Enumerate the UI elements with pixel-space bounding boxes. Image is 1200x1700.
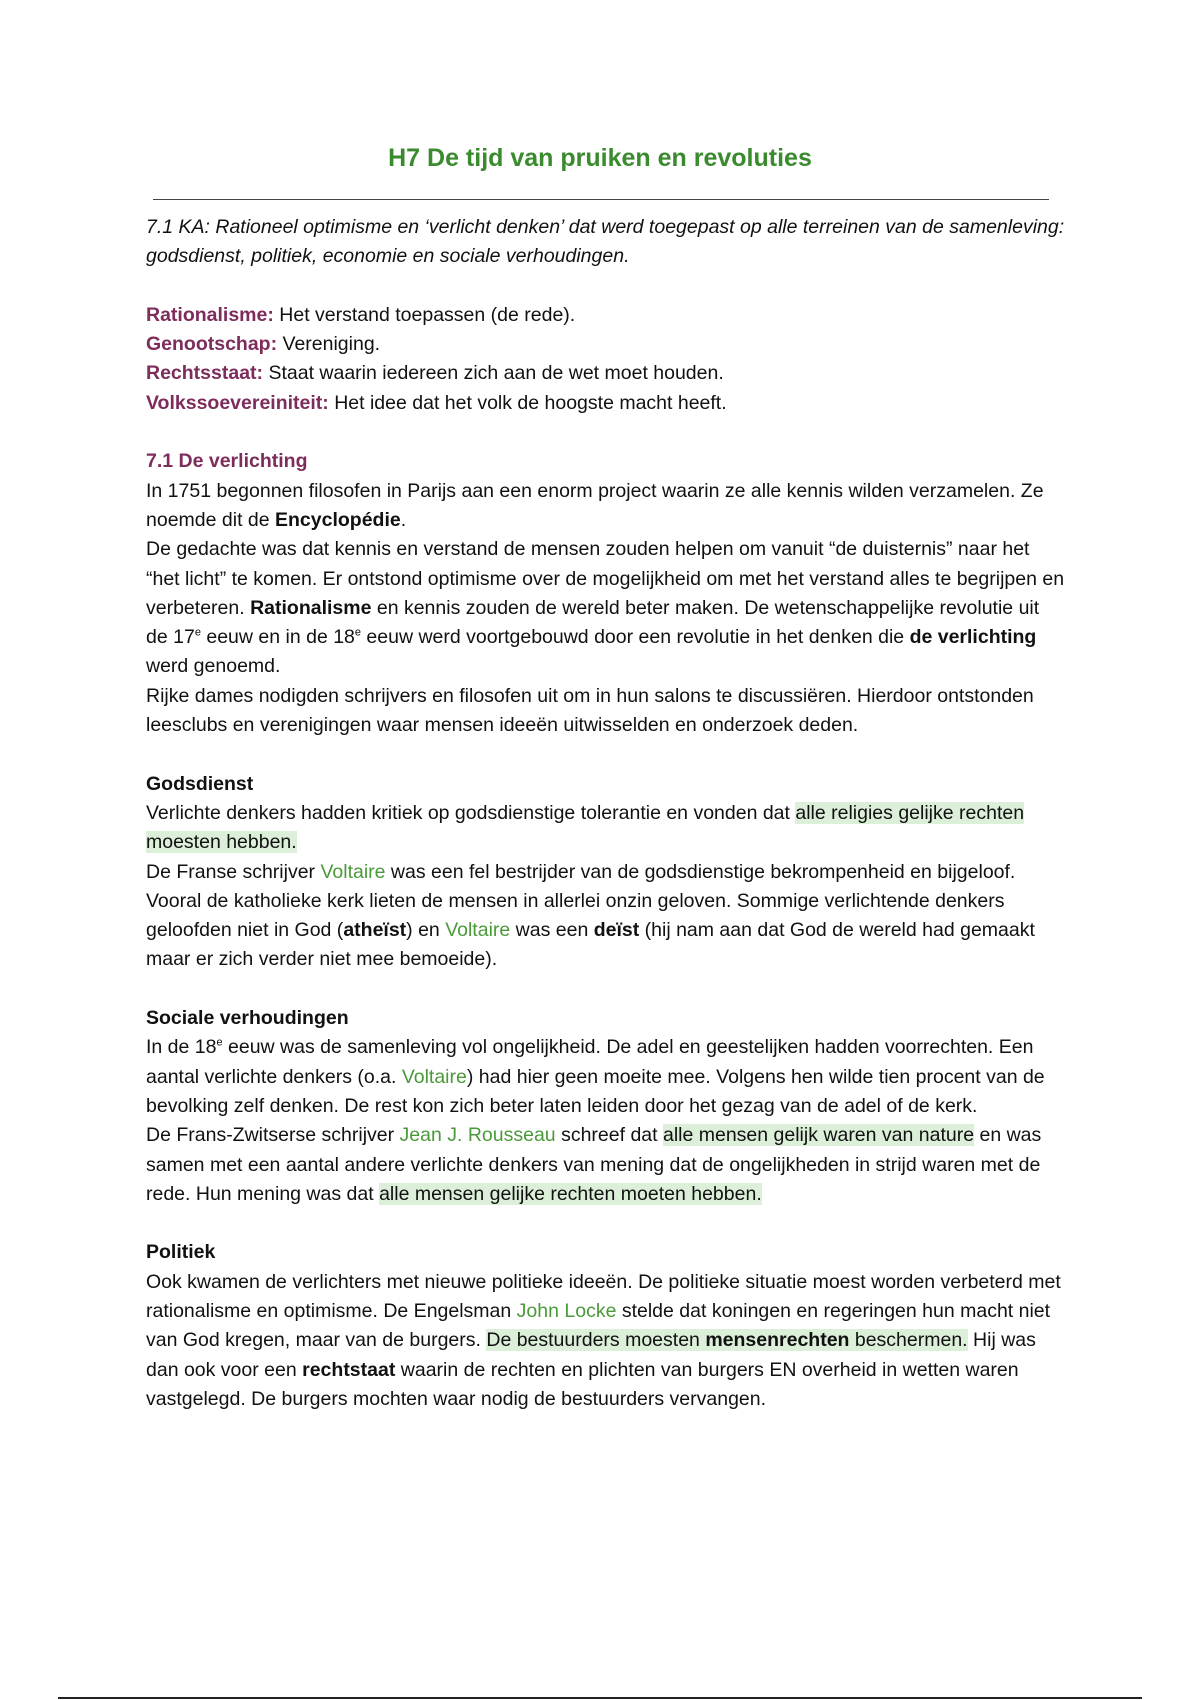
text-run: was een fel bestrijder van de godsdienstige bekrompenheid en bijgeloof. Vooral de katholieke kerk lieten de mensen in allerlei onzin geloven. Sommige verlichtende denkers geloofden niet in God ( — [146, 860, 1016, 942]
text-run: (hij nam aan dat God de wereld had gemaakt maar er zich verder niet mee bemoeide). — [146, 919, 1035, 971]
section-heading: Sociale verhoudingen — [146, 1007, 349, 1030]
term-definition: Vereniging. — [277, 333, 381, 356]
text-run: waarin de rechten en plichten van burgers EN overheid in wetten waren vastgelegd. De burgers mochten waar nodig de bestuurders vervangen. — [146, 1358, 1019, 1410]
paragraph — [146, 799, 1066, 858]
person-name: John Locke — [516, 1299, 617, 1322]
text-run: Ook kwamen de verlichters met nieuwe politieke ideeën. De politieke situatie moest worden verbeterd met rationalisme en optimisme. De Engelsman — [146, 1270, 1061, 1322]
section-godsdienst — [146, 770, 1066, 975]
bold-term: Rationalisme — [250, 596, 372, 619]
superscript: e — [354, 626, 362, 639]
highlighted-text: alle religies gelijke rechten moesten hebben. — [146, 801, 1025, 854]
superscript: e — [194, 626, 201, 639]
spacer — [146, 975, 1066, 1004]
term-item — [146, 301, 1066, 330]
text-run: In de 18 — [146, 1036, 217, 1059]
highlighted-text: alle mensen gelijke rechten moeten hebben. — [379, 1182, 762, 1205]
key-aspect-text: 7.1 KA: Rationeel optimisme en ‘verlicht denken’ dat werd toegepast op alle terreinen van de samenleving: godsdienst, politiek, economie en sociale verhoudingen. — [146, 216, 1065, 268]
text-run: stelde dat koningen en regeringen hun macht niet van God kregen, maar van de burgers. — [146, 1299, 1051, 1352]
text-run: In 1751 begonnen filosofen in Parijs aan een enorm project waarin ze alle kennis wilden verzamelen. Ze noemde dit de — [146, 479, 1044, 531]
text-run: en kennis zouden de wereld beter maken. De wetenschappelijke revolutie uit de 17 — [146, 596, 1040, 649]
section-heading: Godsdienst — [146, 772, 254, 795]
bold-term: de verlichting — [909, 626, 1037, 649]
text-run: eeuw werd voortgebouwd door een revolutie in het denken die — [361, 626, 910, 649]
term-list — [146, 301, 1066, 418]
section-verlichting — [146, 447, 1066, 740]
text-run: De Frans-Zwitserse schrijver — [146, 1124, 400, 1147]
page-footer-rule — [58, 1697, 1142, 1699]
text-run: ) had hier geen moeite mee. Volgens hen wilde tien procent van de bevolking zelf denken. De rest kon zich beter laten leiden door het gezag van de adel of de kerk. — [146, 1065, 1045, 1117]
term-item — [146, 359, 1066, 388]
text-run: eeuw was de samenleving vol ongelijkheid. De adel en geestelijken hadden voorrechten. Een aantal verlichte denkers (o.a. — [146, 1036, 1034, 1088]
term-label: Volkssoevereiniteit: — [146, 391, 329, 414]
paragraph — [146, 1121, 1066, 1209]
text-run: ) en — [406, 919, 446, 942]
spacer — [146, 1209, 1066, 1238]
section-sociale-verhoudingen — [146, 1004, 1066, 1209]
text-run: schreef dat — [555, 1124, 663, 1147]
term-definition: Het verstand toepassen (de rede). — [273, 303, 576, 326]
spacer — [146, 740, 1066, 769]
section-politiek — [146, 1238, 1066, 1414]
page-title: H7 De tijd van pruiken en revoluties — [388, 144, 812, 172]
text-run: werd genoemd. — [146, 655, 281, 678]
section-heading: Politiek — [146, 1241, 216, 1264]
term-definition: Het idee dat het volk de hoogste macht heeft. — [328, 391, 727, 414]
person-name: Voltaire — [320, 860, 386, 883]
term-item — [146, 330, 1066, 359]
document-body — [146, 213, 1066, 1414]
text-run: De gedachte was dat kennis en verstand de mensen zouden helpen om vanuit “de duisternis” naar het “het licht” te komen. Er ontstond optimisme over de mogelijkheid om met het verstand alles te begrijpen en verbeteren. — [146, 538, 1065, 619]
paragraph: Rijke dames nodigden schrijvers en filosofen uit om in hun salons te discussiëren. Hierdoor ontstonden leesclubs en verenigingen waar mensen ideeën uitwisselden en onderzoek deden. — [146, 684, 1034, 737]
paragraph — [146, 1268, 1066, 1414]
superscript: e — [216, 1036, 223, 1049]
paragraph — [146, 1033, 1066, 1121]
text-run: was een — [510, 919, 594, 942]
term-label: Rationalisme: — [146, 303, 274, 326]
section-heading: 7.1 De verlichting — [146, 450, 308, 473]
text-run: Hij was dan ook voor een — [146, 1329, 1036, 1381]
term-label: Genootschap: — [146, 333, 278, 356]
bold-term: Encyclopédie — [275, 508, 401, 531]
paragraph — [146, 535, 1066, 681]
text-run: De Franse schrijver — [146, 860, 321, 883]
highlighted-text: alle mensen gelijk waren van nature — [662, 1124, 975, 1147]
bold-term: atheïst — [343, 919, 407, 942]
paragraph — [146, 477, 1066, 536]
text-run: eeuw en in de 18 — [200, 626, 355, 649]
term-definition: Staat waarin iedereen zich aan de wet moet houden. — [263, 362, 724, 385]
text-run: en was samen met een aantal andere verlichte denkers van mening dat de ongelijkheden in strijd waren met de rede. Hun mening was dat — [146, 1124, 1042, 1205]
title-divider — [153, 199, 1049, 200]
spacer — [146, 418, 1066, 447]
bold-term: deïst — [593, 919, 640, 942]
person-name: Jean J. Rousseau — [399, 1124, 556, 1147]
person-name: Voltaire — [445, 919, 511, 942]
text-run: . — [400, 508, 407, 531]
term-item — [146, 389, 1066, 418]
text-run: Verlichte denkers hadden kritiek op godsdienstige tolerantie en vonden dat — [146, 801, 796, 824]
highlighted-text: De bestuurders moesten — [486, 1329, 706, 1352]
person-name: Voltaire — [401, 1065, 467, 1088]
paragraph — [146, 858, 1066, 975]
term-label: Rechtsstaat: — [146, 362, 264, 385]
highlighted-bold-term: mensenrechten — [705, 1329, 850, 1352]
highlighted-text: beschermen. — [849, 1329, 968, 1352]
bold-term: rechtstaat — [302, 1358, 396, 1381]
